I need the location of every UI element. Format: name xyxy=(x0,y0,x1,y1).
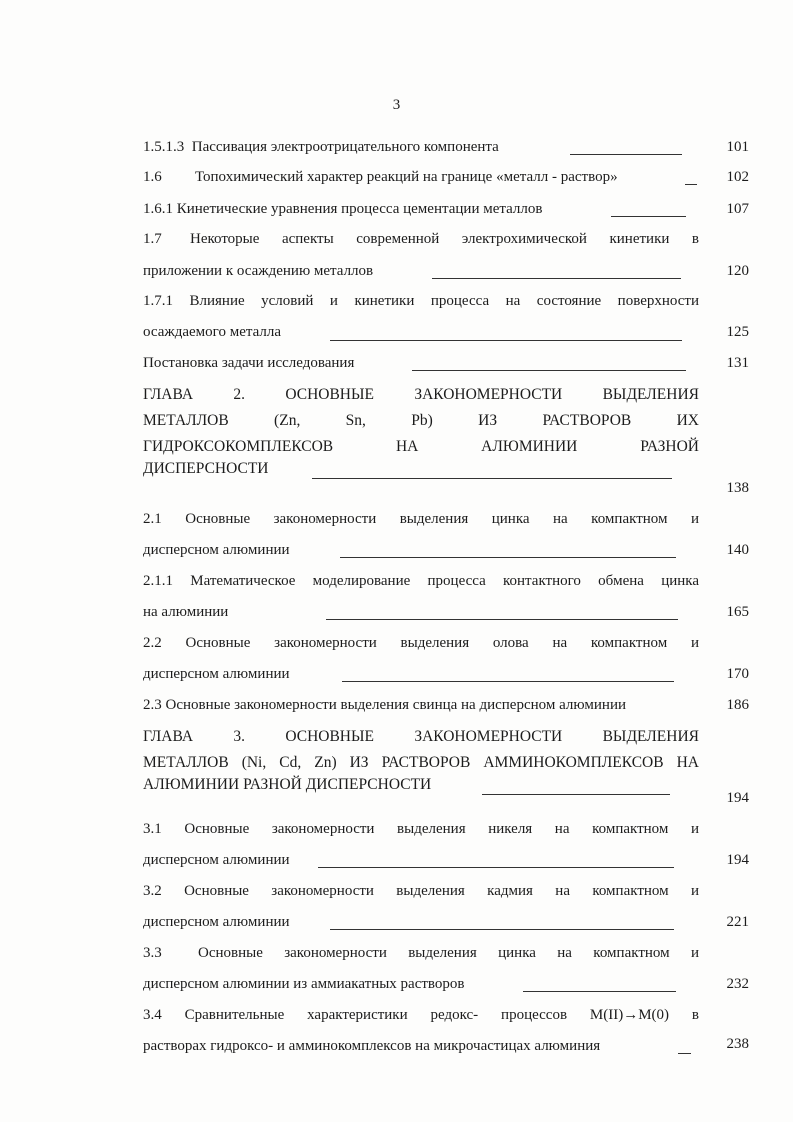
entry-page: 101 xyxy=(726,139,749,155)
entry-page: 102 xyxy=(726,169,749,185)
leader-line xyxy=(326,619,678,620)
entry-title: Топохимический характер реакций на границе «металл - раствор» xyxy=(195,169,618,185)
entry-title: Основные закономерности выделения цинка на компактном и xyxy=(185,511,699,527)
toc-entry-1-7-number: 1.7 xyxy=(143,231,162,247)
leader-line xyxy=(312,478,672,479)
entry-number: 1.7.1 xyxy=(143,293,173,309)
page-number: 3 xyxy=(392,97,401,113)
entry-number: 2.3 xyxy=(143,697,162,713)
entry-page: 238 xyxy=(726,1036,749,1052)
leader-line xyxy=(330,340,682,341)
entry-number: 1.6.1 xyxy=(143,201,173,217)
leader-line xyxy=(318,867,674,868)
entry-page: 140 xyxy=(726,542,749,558)
entry-title: Кинетические уравнения процесса цементации металлов xyxy=(176,201,543,217)
entry-number: 2.1.1 xyxy=(143,573,173,589)
entry-title: Основные закономерности выделения никеля на компактном и xyxy=(184,821,700,837)
toc-entry-1-7-1-line1 xyxy=(143,292,699,310)
entry-page: 232 xyxy=(726,976,749,992)
chapter-2-line3: ГИДРОКСОКОМПЛЕКСОВ НА АЛЮМИНИИ РАЗНОЙ xyxy=(143,438,699,455)
entry-title: Основные закономерности выделения кадмия на компактном и xyxy=(184,883,699,899)
toc-entry-2-2-line2: дисперсном алюминии xyxy=(143,666,290,682)
toc-entry-2-1-line1 xyxy=(143,510,699,528)
chapter-2-line4: ДИСПЕРСНОСТИ xyxy=(143,460,269,477)
entry-number: 2.1 xyxy=(143,511,162,527)
toc-entry-3-3-number: 3.3 xyxy=(143,945,162,961)
entry-page: 194 xyxy=(726,852,749,868)
toc-entry-1-7-line2: приложении к осаждению металлов xyxy=(143,263,374,279)
toc-entry-3-1-line2: дисперсном алюминии xyxy=(143,852,290,868)
leader-line xyxy=(340,557,676,558)
entry-title: Основные закономерности выделения свинца на дисперсном алюминии xyxy=(165,697,626,713)
chapter-3-line3: АЛЮМИНИИ РАЗНОЙ ДИСПЕРСНОСТИ xyxy=(143,776,432,793)
toc-entry-problem-statement: Постановка задачи исследования xyxy=(143,355,355,371)
toc-entry-3-4-line1 xyxy=(143,1006,699,1024)
toc-entry-2-2-line1 xyxy=(143,634,699,652)
entry-title: Основные закономерности выделения олова на компактном и xyxy=(185,635,699,651)
entry-page: 107 xyxy=(726,201,749,217)
toc-entry-3-1-line1 xyxy=(143,820,699,838)
entry-page: 120 xyxy=(726,263,749,279)
leader-line xyxy=(611,216,686,217)
toc-entry-3-3-line2: дисперсном алюминии из аммиакатных растворов xyxy=(143,976,465,992)
toc-entry-2-1-1-line2: на алюминии xyxy=(143,604,229,620)
toc-entry-3-3-line1: Основные закономерности выделения цинка на компактном и xyxy=(198,945,699,961)
entry-page: 170 xyxy=(726,666,749,682)
entry-page: 194 xyxy=(726,790,749,806)
toc-entry-2-1-1-line1 xyxy=(143,572,699,590)
entry-number: 1.5.1.3 xyxy=(143,139,185,155)
leader-line xyxy=(342,681,674,682)
toc-entry-3-4-line2: растворах гидроксо- и амминокомплексов на микрочастицах алюминия xyxy=(143,1038,601,1054)
entry-number: 1.6 xyxy=(143,169,162,185)
entry-page: 186 xyxy=(726,697,749,713)
leader-line xyxy=(330,929,674,930)
entry-page: 221 xyxy=(726,914,749,930)
leader-line xyxy=(432,278,681,279)
entry-number: 3.2 xyxy=(143,883,162,899)
leader-line xyxy=(482,794,670,795)
entry-page: 165 xyxy=(726,604,749,620)
entry-page: 125 xyxy=(726,324,749,340)
entry-page: 138 xyxy=(726,480,749,496)
entry-title: Влияние условий и кинетики процесса на состояние поверхности xyxy=(189,293,699,309)
leader-line xyxy=(685,184,697,185)
chapter-3-line1: ГЛАВА 3. ОСНОВНЫЕ ЗАКОНОМЕРНОСТИ ВЫДЕЛЕНИЯ xyxy=(143,728,699,745)
leader-line xyxy=(523,991,676,992)
entry-number: 3.4 xyxy=(143,1007,162,1023)
leader-line xyxy=(412,370,686,371)
toc-entry-1-6-1 xyxy=(143,200,542,218)
toc-entry-2-1-line2: дисперсном алюминии xyxy=(143,542,290,558)
entry-title: Пассивация электроотрицательного компонента xyxy=(191,139,499,155)
leader-line xyxy=(678,1053,691,1054)
toc-entry-1-6 xyxy=(143,168,618,186)
entry-title: Математическое моделирование процесса контактного обмена цинка xyxy=(190,573,700,589)
toc-entry-1-7-line1: Некоторые аспекты современной электрохимической кинетики в xyxy=(190,231,699,247)
toc-entry-1-5-1-3 xyxy=(143,138,499,156)
chapter-2-line1: ГЛАВА 2. ОСНОВНЫЕ ЗАКОНОМЕРНОСТИ ВЫДЕЛЕНИЯ xyxy=(143,386,699,403)
toc-entry-1-7-1-line2: осаждаемого металла xyxy=(143,324,282,340)
toc-entry-3-2-line2: дисперсном алюминии xyxy=(143,914,290,930)
toc-entry-3-2-line1 xyxy=(143,882,699,900)
entry-page: 131 xyxy=(726,355,749,371)
entry-number: 3.1 xyxy=(143,821,162,837)
toc-entry-2-3 xyxy=(143,696,626,714)
chapter-3-line2: МЕТАЛЛОВ (Ni, Cd, Zn) ИЗ РАСТВОРОВ АММИНОКОМПЛЕКСОВ НА xyxy=(143,754,699,771)
chapter-2-line2: МЕТАЛЛОВ (Zn, Sn, Pb) ИЗ РАСТВОРОВ ИХ xyxy=(143,412,699,429)
leader-line xyxy=(570,154,682,155)
entry-number: 2.2 xyxy=(143,635,162,651)
entry-title: Сравнительные характеристики редокс- процессов M(II)→M(0) в xyxy=(184,1007,700,1023)
